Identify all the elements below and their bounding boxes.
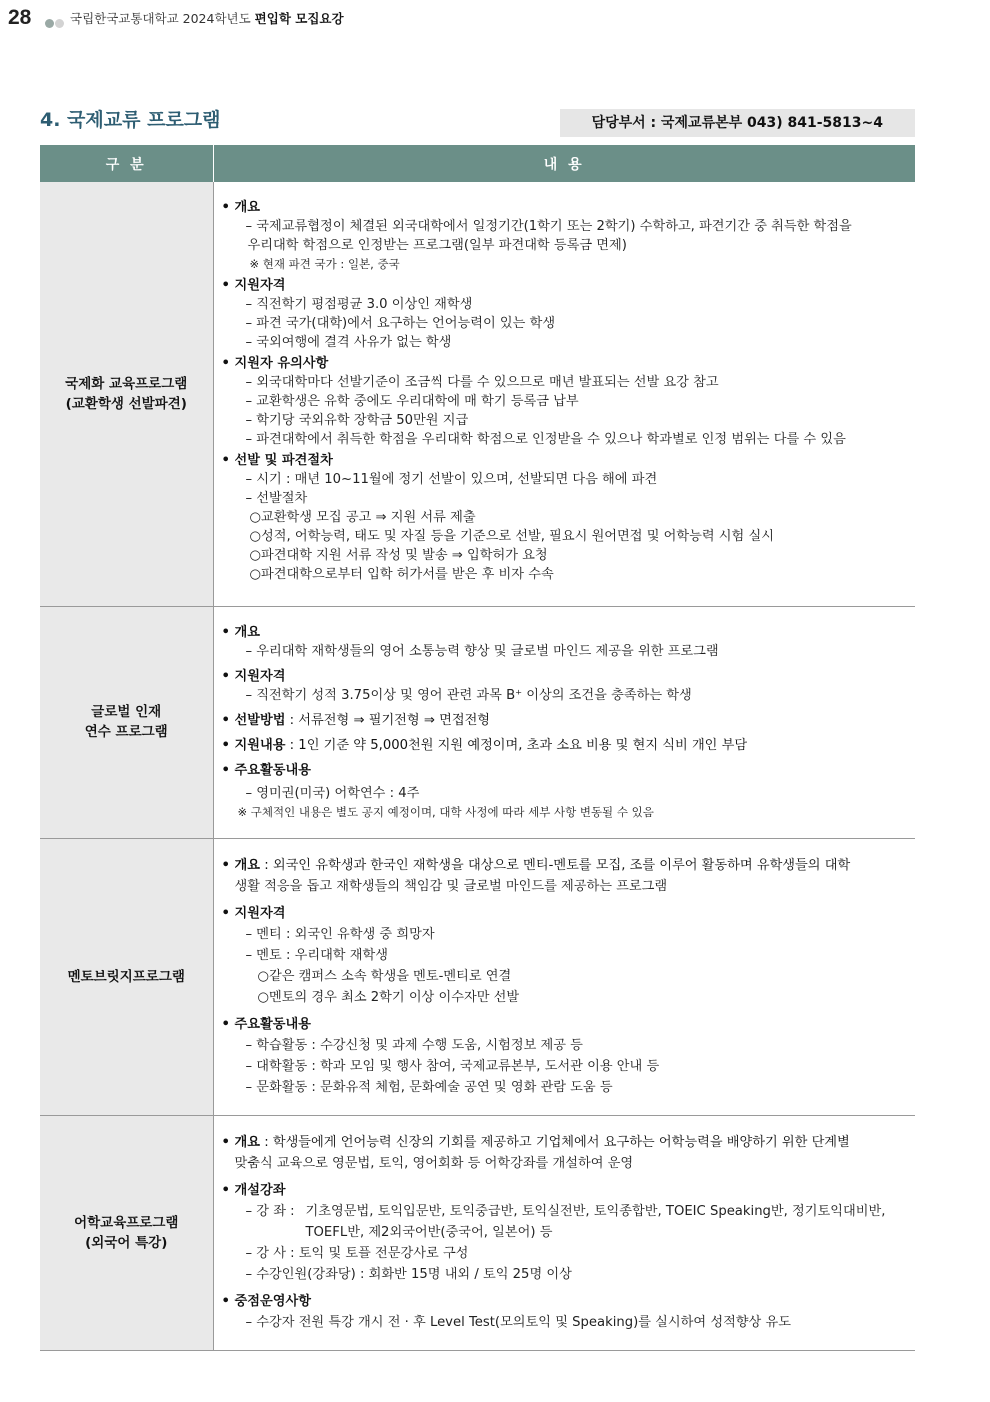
circle-item: ○파견대학 지원 서류 작성 및 발송 ⇒ 입학허가 요청 [249,548,548,563]
content-cell [213,1115,915,1350]
section-title: 4. 국제교류 프로그램 [40,109,221,131]
category-line-1: 어학교육프로그램 [74,1214,179,1231]
content-cell [213,182,915,606]
text-line: – 멘티 : 외국인 유학생 중 희망자 [245,926,435,942]
bullet-label: • 개요 [221,857,260,873]
category-line-1: 멘토브릿지프로그램 [67,968,185,985]
text-line: 맞춤식 교육으로 영문법, 토익, 영어회화 등 어학강좌를 개설하여 운영 [234,1155,634,1171]
table-row [40,606,915,838]
dept-contact: 담당부서 : 국제교류본부 043) 841-5813~4 [591,115,883,131]
bullet-text: : 서류전형 ⇒ 필기전형 ⇒ 면접전형 [285,712,491,728]
text-line: – 수강인원(강좌당) : 회화반 15명 내외 / 토익 25명 이상 [245,1266,572,1282]
content-cell [213,838,915,1115]
bullet-text: : 1인 기준 약 5,000천원 지원 예정이며, 초과 소요 비용 및 현지 식비 개인 부담 [285,737,748,753]
category-cell [40,838,213,1115]
text-line: – 외국대학마다 선발기준이 조금씩 다를 수 있으므로 매년 발표되는 선발 요강 참고 [245,375,719,390]
category-line-2: (교환학생 선발파견) [65,395,187,412]
header-category: 구 분 [40,145,213,182]
bullet-text: : 학생들에게 언어능력 신장의 기회를 제공하고 기업체에서 요구하는 어학능력을 배양하기 위한 단계별 [260,1134,850,1150]
text-line: – 선발절차 [245,491,308,506]
page-number: 28 [8,6,32,29]
bullet-heading: • 주요활동내용 [221,1016,311,1032]
running-header-prefix: 국립한국교통대학교 2024학년도 [70,11,255,26]
text-line: – 수강자 전원 특강 개시 전 · 후 Level Test(모의토익 및 Speaking)를 실시하여 성적향상 유도 [245,1314,791,1330]
header-dots [45,13,65,32]
category-cell [40,1115,213,1350]
circle-item: ○성적, 어학능력, 태도 및 자질 등을 기준으로 선발, 필요시 원어면접 및 어학능력 시험 실시 [249,529,774,544]
bullet-label: • 지원내용 [221,737,286,753]
text-line: 우리대학 학점으로 인정받는 프로그램(일부 파견대학 등록금 면제) [247,238,627,253]
bullet-heading: • 선발 및 파견절차 [221,453,333,468]
category-cell [40,182,213,606]
text-line: TOEFL반, 제2외국어반(중국어, 일본어) 등 [305,1224,553,1240]
text-line: 생활 적응을 돕고 재학생들의 책임감 및 글로벌 마인드를 제공하는 프로그램 [234,878,668,894]
text-line: – 직전학기 성적 3.75이상 및 영어 관련 과목 B⁺ 이상의 조건을 충족하는 학생 [245,687,692,703]
bullet-heading: • 중점운영사항 [221,1293,311,1309]
text-line: – 대학활동 : 학과 모임 및 행사 참여, 국제교류본부, 도서관 이용 안내 등 [245,1058,660,1074]
header-dot-1 [45,19,54,28]
dept-contact-box [560,109,915,137]
table-row [40,838,915,1115]
bullet-label: • 선발방법 [221,712,286,728]
category-line-2: 연수 프로그램 [84,724,168,740]
text-line: – 교환학생은 유학 중에도 우리대학에 매 학기 등록금 납부 [245,394,579,409]
bullet-heading: • 지원자격 [221,278,286,293]
text-line [246,1201,912,1222]
text-line: – 우리대학 재학생들의 영어 소통능력 향상 및 글로벌 마인드 제공을 위한 프로그램 [245,643,719,659]
bullet-label: • 개요 [221,1134,260,1150]
category-line-2: (외국어 특강) [85,1234,168,1251]
bullet-heading: • 주요활동내용 [221,762,311,778]
text-line: – 멘토 : 우리대학 재학생 [245,947,388,963]
text-line: – 국제교류협정이 체결된 외국대학에서 일정기간(1학기 또는 2학기) 수학하고, 파견기간 중 취득한 학점을 [245,219,852,234]
program-table [40,145,915,1351]
table-row [40,1115,915,1350]
bullet-heading: • 개요 [221,200,260,215]
header-content: 내 용 [213,145,915,182]
text-line: – 문화활동 : 문화유적 체험, 문화예술 공연 및 영화 관람 도움 등 [245,1079,613,1095]
text-line: – 강 사 : 토익 및 토플 전문강사로 구성 [245,1245,469,1261]
table-header-row [40,145,915,182]
text-line: – 직전학기 평점평균 3.0 이상인 재학생 [245,297,473,312]
category-line-1: 국제화 교육프로그램 [65,375,188,392]
table-row [40,182,915,606]
category-line-1: 글로벌 인재 [91,704,162,720]
bullet-text: : 외국인 유학생과 한국인 재학생을 대상으로 멘티-멘토를 모집, 조를 이루어 활동하며 유학생들의 대학 [260,857,851,873]
running-header-bold: 편입학 모집요강 [254,11,344,26]
text-line: – 국외여행에 결격 사유가 없는 학생 [245,335,452,350]
text-line: – 학기당 국외유학 장학금 50만원 지급 [245,413,469,428]
text-line: – 파견대학에서 취득한 학점을 우리대학 학점으로 인정받을 수 있으나 학과별로 인정 범위는 다를 수 있음 [245,432,846,447]
text-line: – 영미권(미국) 어학연수 : 4주 [245,785,420,801]
bullet-line [222,736,912,755]
text-value: 기초영문법, 토익입문반, 토익중급반, 토익실전반, 토익종합반, TOEIC Speaking반, 정기토익대비반, [305,1203,886,1219]
content-cell [213,606,915,838]
category-cell [40,606,213,838]
bullet-line [222,855,912,876]
bullet-heading: • 개설강좌 [221,1182,286,1198]
running-header [70,9,344,27]
text-line: – 파견 국가(대학)에서 요구하는 언어능력이 있는 학생 [245,316,556,331]
text-key: – 강 좌 : [245,1203,295,1219]
bullet-heading: • 지원자 유의사항 [221,356,329,371]
bullet-line [222,711,912,730]
text-line: – 학습활동 : 수강신청 및 과제 수행 도움, 시험정보 제공 등 [245,1037,583,1053]
bullet-heading: • 지원자격 [221,905,286,921]
note-line: ※ 현재 파견 국가 : 일본, 중국 [249,257,400,271]
circle-item: ○멘토의 경우 최소 2학기 이상 이수자만 선발 [257,989,520,1005]
circle-item: ○교환학생 모집 공고 ⇒ 지원 서류 제출 [249,510,476,525]
circle-item: ○파견대학으로부터 입학 허가서를 받은 후 비자 수속 [249,567,554,582]
bullet-heading: • 지원자격 [221,668,286,684]
note-line: ※ 구체적인 내용은 별도 공지 예정이며, 대학 사정에 따라 세부 사항 변동될 수 있음 [237,804,654,819]
header-dot-2 [55,19,64,28]
bullet-line [222,1132,912,1153]
text-line: – 시기 : 매년 10~11월에 정기 선발이 있으며, 선발되면 다음 해에 파견 [245,472,658,487]
bullet-heading: • 개요 [221,624,260,640]
circle-item: ○같은 캠퍼스 소속 학생을 멘토-멘티로 연결 [257,968,512,984]
